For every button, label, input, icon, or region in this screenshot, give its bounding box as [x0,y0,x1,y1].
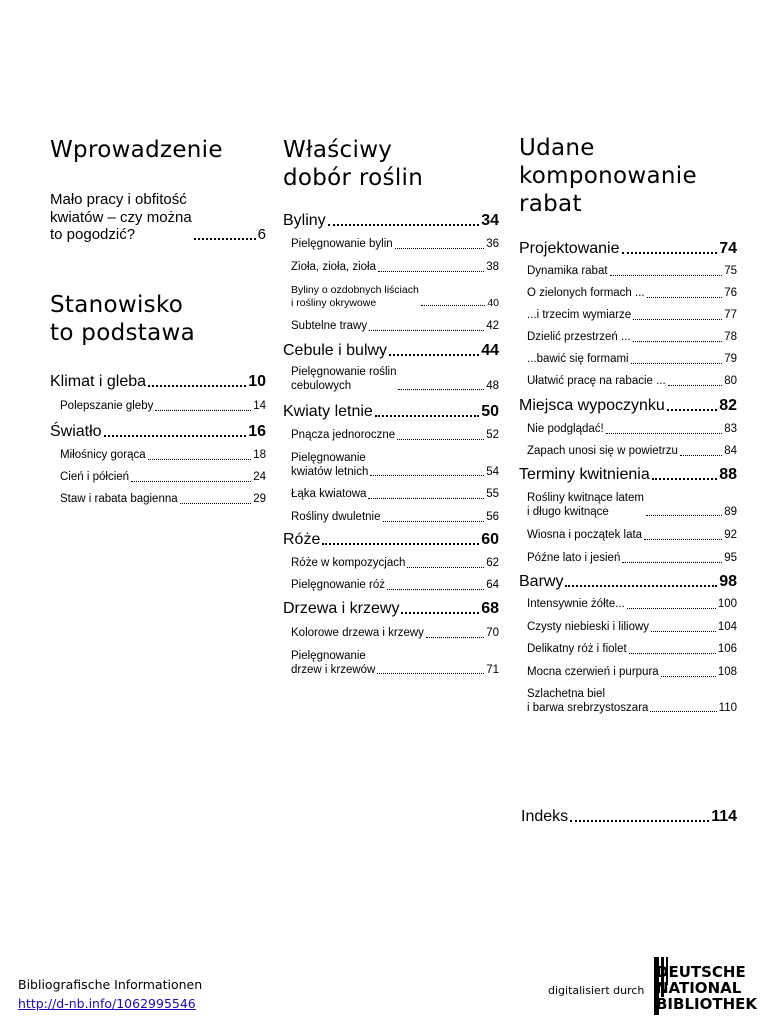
entry-page: 106 [717,643,737,655]
toc-subentry[interactable] [527,331,737,345]
dot-leader [155,410,251,411]
dot-leader [622,562,722,563]
toc-subentry[interactable] [60,400,266,414]
dot-leader [565,585,717,587]
entry-page: 75 [724,265,737,277]
toc-subentry[interactable] [291,284,499,309]
entry-title: Czysty niebieski i liliowy [527,621,650,633]
toc-subentry[interactable] [291,627,499,641]
entry-page: 79 [724,353,737,365]
entry-title: Pnącza jednoroczne [291,429,396,441]
dot-leader [401,612,479,614]
entry-title: Polepszanie gleby [60,400,154,412]
entry-page: 44 [481,342,499,359]
entry-page: 6 [257,226,266,243]
entry-page: 56 [486,511,499,523]
entry-title: Pielęgnowanie roślin cebulowych [291,366,397,392]
entry-page: 42 [486,320,499,332]
toc-subentry[interactable] [291,366,499,393]
entry-title: Zapach unosi się w powietrzu [527,445,678,457]
entry-title: Delikatny róż i fiolet [527,643,627,655]
dot-leader [644,539,722,540]
dot-leader [395,248,485,249]
entry-title: Pielęgnowanie drzew i krzewów [291,650,376,676]
entry-page: 78 [724,331,737,343]
entry-page: 48 [486,379,499,392]
entry-page: 83 [724,423,737,435]
digitized-by-label: digitalisiert durch [548,984,645,997]
toc-subentry[interactable] [291,557,499,571]
entry-title: Cebule i bulwy [283,342,388,359]
dot-leader [647,297,723,298]
dot-leader [407,567,484,568]
entry-page: 114 [711,808,737,825]
section-title: Udane komponowanie rabat [519,135,697,217]
entry-title: Łąka kwiatowa [291,488,367,500]
entry-page: 54 [486,465,499,478]
section-title: Właściwy dobór roślin [283,137,424,191]
dot-leader [378,271,484,272]
dot-leader [633,319,722,320]
dot-leader [148,385,246,387]
entry-title: Staw i rabata bagienna [60,493,178,505]
entry-title: Róże [283,531,321,548]
entry-title: Pielęgnowanie róż [291,579,385,591]
bibliographic-info [18,975,202,1013]
toc-subentry[interactable] [291,579,499,593]
entry-page: 10 [248,373,266,390]
entry-page: 77 [724,309,737,321]
entry-title: Subtelne trawy [291,320,368,332]
entry-title: Klimat i gleba [50,373,147,390]
dot-leader [397,439,484,440]
toc-entry[interactable] [50,373,266,391]
dot-leader [194,238,256,240]
toc-subentry[interactable] [527,287,737,301]
toc-entry[interactable] [283,600,499,618]
toc-subentry[interactable] [527,529,737,543]
toc-subentry[interactable] [527,375,737,389]
entry-page: 100 [717,598,737,610]
entry-title: Zioła, zioła, zioła [291,261,377,273]
toc-subentry[interactable] [527,423,737,437]
entry-page: 18 [253,449,266,461]
entry-title: Mocna czerwień i purpura [527,666,659,678]
toc-entry[interactable] [283,212,499,230]
section-title: Stanowisko to podstawa [50,292,195,346]
entry-title: Barwy [519,573,564,590]
entry-title: Późne lato i jesień [527,552,621,564]
entry-title: ...i trzecim wymiarze [527,309,632,321]
toc-subentry[interactable] [527,598,737,612]
entry-page: 60 [481,531,499,548]
dot-leader [646,515,722,516]
dnb-logo [652,955,762,1017]
entry-page: 64 [486,579,499,591]
entry-page: 74 [719,240,737,257]
entry-title: Ułatwić pracę na rabacie ... [527,375,666,387]
toc-entry[interactable] [519,397,737,415]
dot-leader [651,631,716,632]
dot-leader [668,385,723,386]
toc-subentry[interactable] [527,552,737,566]
toc-subentry[interactable] [527,309,737,323]
dot-leader [627,608,716,609]
toc-subentry[interactable] [291,238,499,252]
entry-page: 55 [486,488,499,500]
entry-title: Indeks [521,808,569,825]
entry-title: Projektowanie [519,240,620,257]
dot-leader [383,521,485,522]
toc-subentry[interactable] [527,621,737,635]
toc-subentry[interactable] [291,261,499,275]
dot-leader [570,820,709,822]
toc-subentry[interactable] [527,265,737,279]
entry-page: 34 [481,212,499,229]
toc-entry[interactable] [283,342,499,360]
dot-leader [421,305,485,306]
toc-entry-index[interactable] [521,808,737,826]
bibliographic-label: Bibliografische Informationen [18,977,203,992]
entry-title: Rośliny dwuletnie [291,511,381,523]
entry-page: 71 [486,663,499,676]
dot-leader [370,475,484,476]
entry-title: Cień i półcień [60,471,130,483]
toc-subentry[interactable] [60,471,266,485]
entry-page: 95 [724,552,737,564]
entry-page: 89 [724,505,737,518]
dot-leader [426,637,484,638]
dot-leader [180,503,252,504]
entry-title: Miłośnicy gorąca [60,449,146,461]
entry-page: 80 [724,375,737,387]
entry-page: 14 [253,400,266,412]
entry-page: 110 [718,701,737,714]
dot-leader [631,363,723,364]
toc-subentry[interactable] [291,511,499,525]
logo-line-1: DEUTSCHE [656,963,746,981]
entry-title: Dzielić przestrzeń ... [527,331,631,343]
entry-title: Nie podglądać! [527,423,604,435]
dot-leader [369,330,484,331]
entry-title: Kwiaty letnie [283,403,373,420]
entry-page: 70 [486,627,499,639]
entry-title: Wiosna i początek lata [527,529,643,541]
entry-title: Rośliny kwitnące latem i długo kwitnące [527,492,644,518]
entry-title: Terminy kwitnienia [519,466,650,483]
entry-title: ...bawić się formami [527,353,629,365]
entry-page: 24 [253,471,266,483]
entry-title: Dynamika rabat [527,265,608,277]
dot-leader [377,673,484,674]
entry-title: Byliny o ozdobnych liściach i rośliny okrywowe [291,284,419,309]
entry-title: Drzewa i krzewy [283,600,400,617]
toc-entry[interactable] [283,531,499,549]
entry-page: 108 [717,666,737,678]
entry-title: Byliny [283,212,326,229]
dot-leader [610,275,723,276]
dot-leader [148,459,252,460]
dot-leader [650,711,716,712]
entry-title: Róże w kompozycjach [291,557,406,569]
toc-subentry[interactable] [291,488,499,502]
toc-subentry[interactable] [60,449,266,463]
dot-leader [652,478,717,480]
dot-leader [622,252,718,254]
toc-entry[interactable] [519,240,737,258]
dot-leader [368,498,484,499]
toc-subentry[interactable] [527,492,737,519]
toc-entry[interactable] [50,423,266,441]
entry-title: Szlachetna biel i barwa srebrzystoszara [527,688,649,714]
entry-title: Mało pracy i obfitość kwiatów – czy można to pogodzić? [50,191,192,243]
entry-title: Pielęgnowanie bylin [291,238,393,250]
entry-page: 68 [481,600,499,617]
entry-page: 84 [724,445,737,457]
entry-page: 50 [481,403,499,420]
entry-title: O zielonych formach ... [527,287,645,299]
entry-page: 36 [486,238,499,250]
entry-page: 52 [486,429,499,441]
section-title: Wprowadzenie [50,137,223,163]
dot-leader [680,455,722,456]
dot-leader [398,389,484,390]
toc-subentry[interactable] [291,429,499,443]
dot-leader [633,341,723,342]
entry-page: 92 [724,529,737,541]
entry-title: Miejsca wypoczynku [519,397,665,414]
entry-page: 88 [719,466,737,483]
entry-page: 104 [717,621,737,633]
dot-leader [322,543,479,545]
dot-leader [375,415,479,417]
entry-page: 16 [248,423,266,440]
toc-entry[interactable] [519,466,737,484]
toc-entry[interactable] [283,403,499,421]
dot-leader [661,676,716,677]
entry-title: Światło [50,423,102,440]
toc-subentry[interactable] [527,445,737,459]
dot-leader [606,433,722,434]
entry-page: 29 [253,493,266,505]
entry-page: 82 [719,397,737,414]
entry-title: Kolorowe drzewa i krzewy [291,627,424,639]
dot-leader [131,481,251,482]
toc-entry[interactable] [519,573,737,591]
toc-subentry[interactable] [527,643,737,657]
entry-title: Pielęgnowanie kwiatów letnich [291,452,369,478]
bibliographic-link[interactable]: http://d-nb.info/1062995546 [18,996,196,1011]
toc-subentry[interactable] [291,320,499,334]
dot-leader [387,589,484,590]
dot-leader [328,224,480,226]
toc-subentry[interactable] [527,353,737,367]
entry-title: Intensywnie żółte... [527,598,625,610]
toc-subentry[interactable] [527,666,737,680]
dot-leader [389,354,479,356]
logo-line-3: BIBLIOTHEK [656,995,757,1013]
entry-page: 38 [486,261,499,273]
entry-page: 98 [719,573,737,590]
entry-page: 76 [724,287,737,299]
toc-subentry[interactable] [291,452,499,479]
dot-leader [629,653,716,654]
toc-entry-intro[interactable] [50,191,266,244]
toc-subentry[interactable] [527,688,737,715]
logo-line-2: NATIONAL [656,979,742,997]
toc-subentry[interactable] [291,650,499,677]
entry-page: 62 [486,557,499,569]
entry-page: 40 [487,296,499,309]
toc-subentry[interactable] [60,493,266,507]
dot-leader [667,409,717,411]
dot-leader [104,435,247,437]
